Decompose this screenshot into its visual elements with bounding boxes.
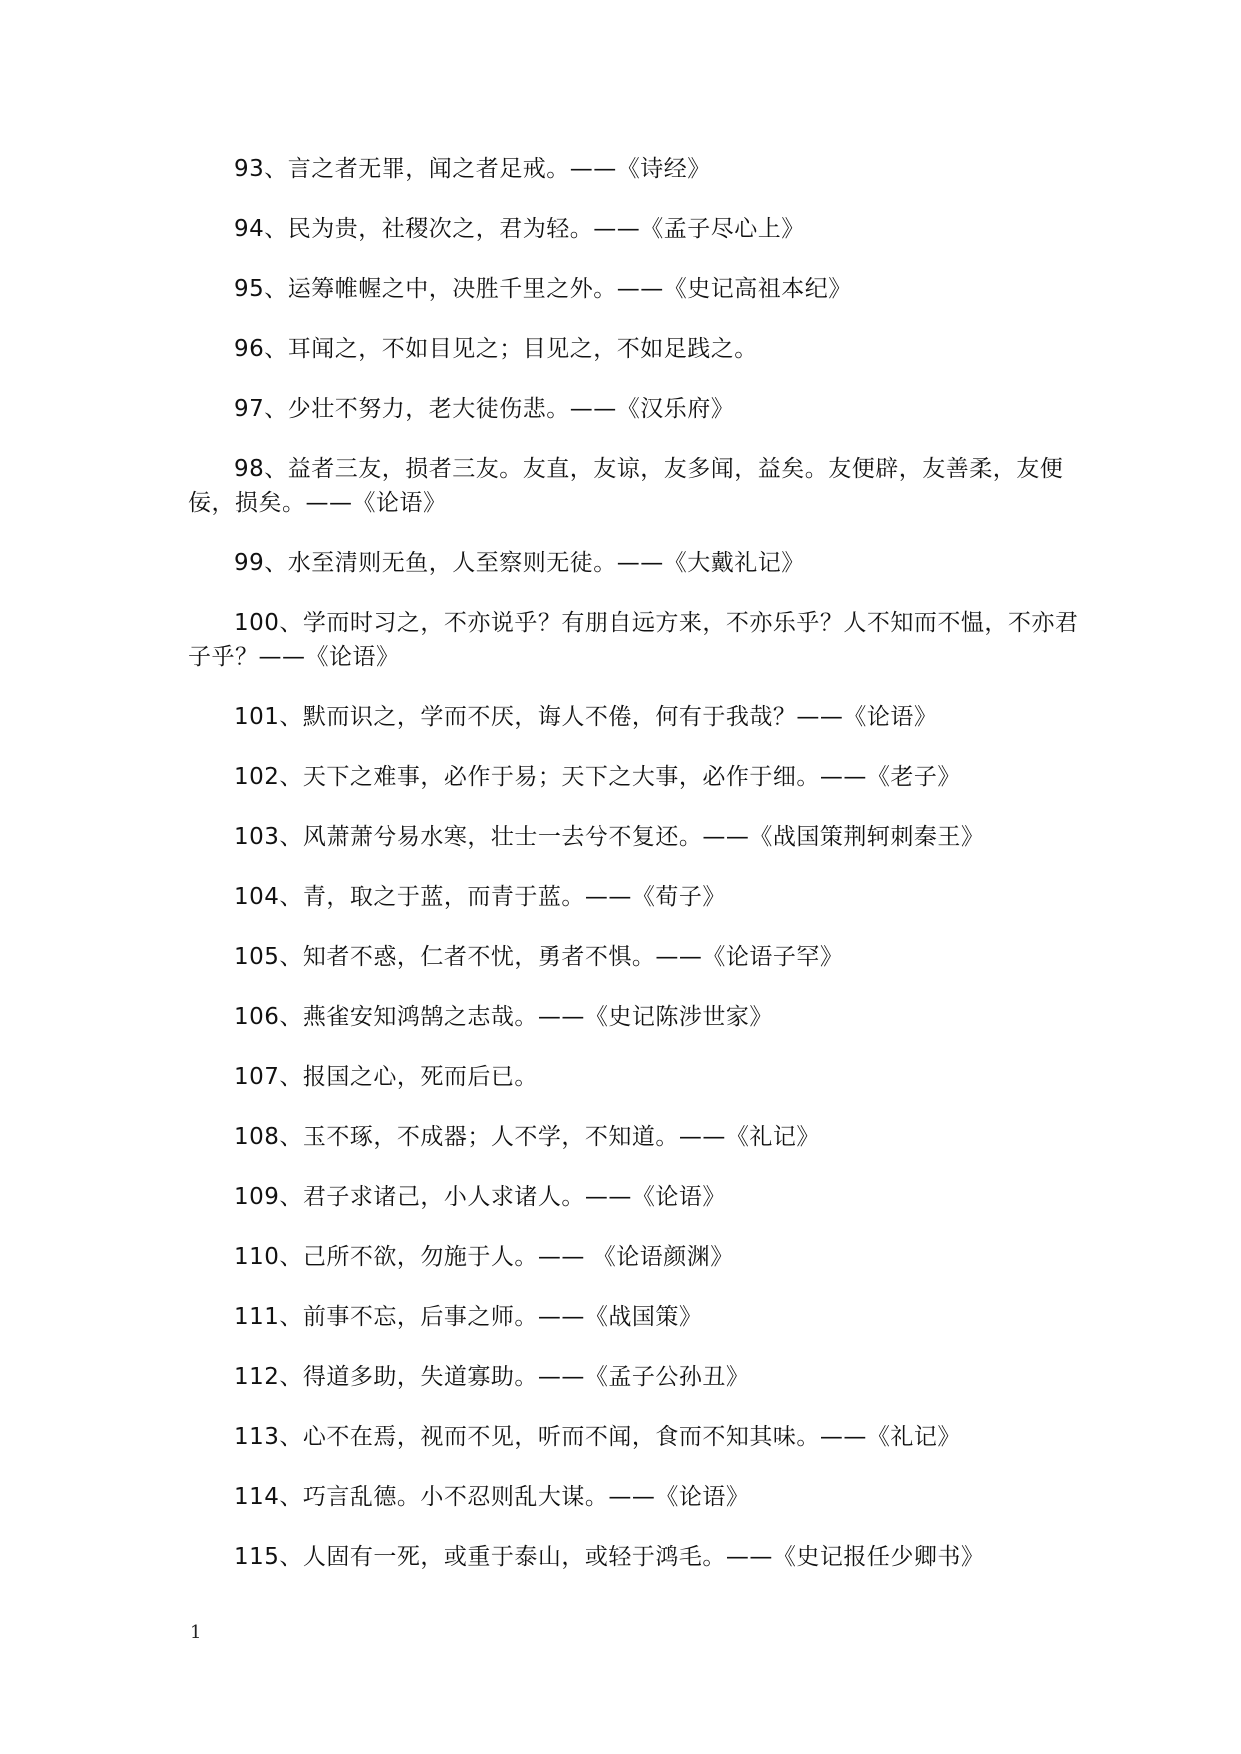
page-number: 1	[190, 1622, 202, 1643]
quote-entry-99: 99、水至清则无鱼，人至察则无徒。——《大戴礼记》	[234, 550, 805, 576]
quote-entry-114: 114、巧言乱德。小不忍则乱大谋。——《论语》	[234, 1484, 750, 1510]
quote-entry-100: 100、学而时习之，不亦说乎？有朋自远方来，不亦乐乎？人不知而不愠，不亦君子乎？——《论语》	[188, 610, 1079, 670]
quote-entry-115: 115、人固有一死，或重于泰山，或轻于鸿毛。——《史记报任少卿书》	[234, 1544, 985, 1570]
quote-entry-103: 103、风萧萧兮易水寒，壮士一去兮不复还。——《战国策荆轲刺秦王》	[234, 824, 985, 850]
quote-entry-102: 102、天下之难事，必作于易；天下之大事，必作于细。——《老子》	[234, 764, 961, 790]
quote-entry-113: 113、心不在焉，视而不见，听而不闻，食而不知其味。——《礼记》	[234, 1424, 961, 1450]
quote-entry-109: 109、君子求诸己，小人求诸人。——《论语》	[234, 1184, 726, 1210]
quote-entry-110: 110、己所不欲，勿施于人。—— 《论语颜渊》	[234, 1244, 734, 1270]
quote-entry-106: 106、燕雀安知鸿鹄之志哉。——《史记陈涉世家》	[234, 1004, 773, 1030]
quote-entry-108: 108、玉不琢，不成器；人不学，不知道。——《礼记》	[234, 1124, 820, 1150]
quote-entry-101: 101、默而识之，学而不厌，诲人不倦，何有于我哉？——《论语》	[234, 704, 938, 730]
quote-entry-95: 95、运筹帷幄之中，决胜千里之外。——《史记高祖本纪》	[234, 276, 852, 302]
quote-entry-96: 96、耳闻之，不如目见之；目见之，不如足践之。	[234, 336, 758, 362]
quote-entry-111: 111、前事不忘，后事之师。——《战国策》	[234, 1304, 703, 1330]
quote-entry-104: 104、青，取之于蓝，而青于蓝。——《荀子》	[234, 884, 726, 910]
quote-entry-105: 105、知者不惑，仁者不忧，勇者不惧。——《论语子罕》	[234, 944, 844, 970]
quote-entry-107: 107、报国之心，死而后已。	[234, 1064, 538, 1090]
quote-entry-98: 98、益者三友，损者三友。友直，友谅，友多闻，益矣。友便辟，友善柔，友便佞，损矣。——《论语》	[188, 456, 1064, 516]
quote-list	[188, 152, 1093, 1600]
quote-entry-97: 97、少壮不努力，老大徒伤悲。——《汉乐府》	[234, 396, 735, 422]
quote-entry-93: 93、言之者无罪，闻之者足戒。——《诗经》	[234, 156, 711, 182]
quote-entry-94: 94、民为贵，社稷次之，君为轻。——《孟子尽心上》	[234, 216, 805, 242]
quote-entry-112: 112、得道多助，失道寡助。——《孟子公孙丑》	[234, 1364, 750, 1390]
